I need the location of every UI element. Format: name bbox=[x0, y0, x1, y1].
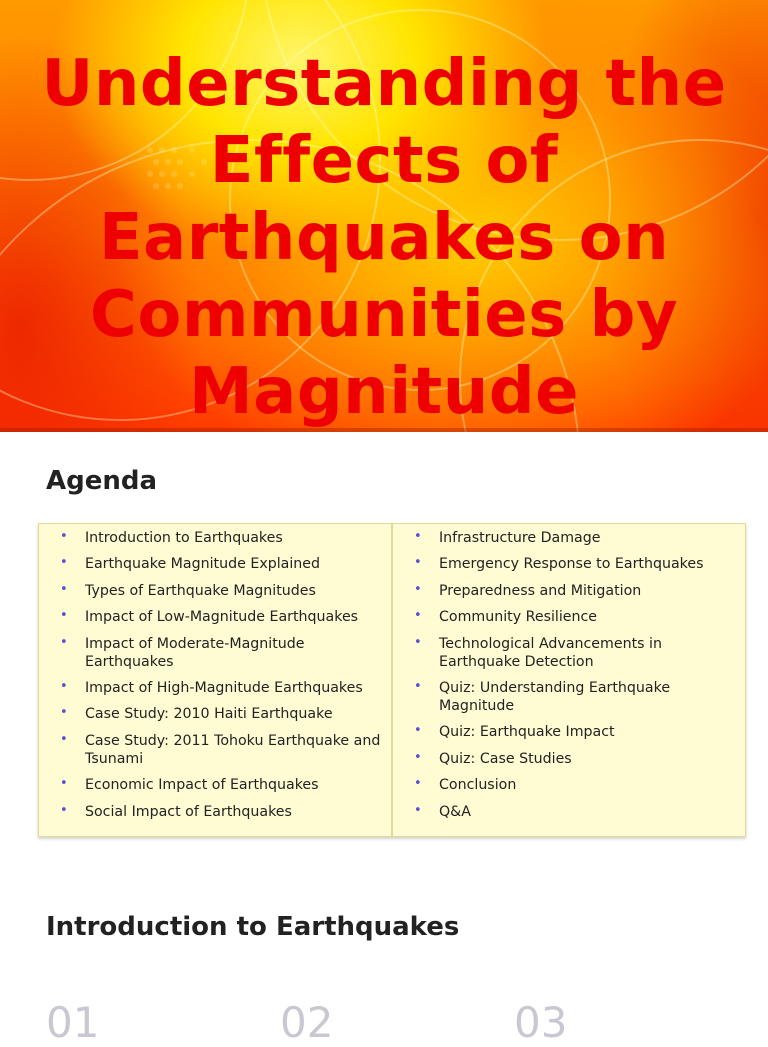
agenda-item: • Impact of Low-Magnitude Earthquakes bbox=[39, 608, 391, 626]
agenda-item: • Emergency Response to Earthquakes bbox=[393, 555, 745, 573]
intro-steps bbox=[46, 998, 746, 1047]
agenda-item: • Earthquake Magnitude Explained bbox=[39, 555, 391, 573]
agenda-heading: Agenda bbox=[46, 466, 158, 496]
agenda-item: • Case Study: 2010 Haiti Earthquake bbox=[39, 705, 391, 723]
agenda-item: • Quiz: Case Studies bbox=[393, 750, 745, 768]
agenda-item: • Technological Advancements in Earthquake Detection bbox=[393, 635, 745, 671]
agenda-column-right bbox=[393, 524, 745, 836]
step-number: 02 bbox=[280, 998, 334, 1047]
intro-heading: Introduction to Earthquakes bbox=[46, 912, 460, 942]
title-slide-banner bbox=[0, 0, 768, 432]
agenda-column-left bbox=[39, 524, 393, 836]
agenda-item: • Impact of Moderate-Magnitude Earthquakes bbox=[39, 635, 391, 671]
agenda-table bbox=[38, 523, 746, 837]
agenda-item: • Case Study: 2011 Tohoku Earthquake and Tsunami bbox=[39, 732, 391, 768]
agenda-list-left bbox=[39, 529, 391, 821]
agenda-list-right bbox=[393, 529, 745, 821]
agenda-item: • Community Resilience bbox=[393, 608, 745, 626]
banner-bottom-edge bbox=[0, 428, 768, 432]
agenda-item: • Quiz: Earthquake Impact bbox=[393, 723, 745, 741]
agenda-item: • Quiz: Understanding Earthquake Magnitude bbox=[393, 679, 745, 715]
agenda-item: • Infrastructure Damage bbox=[393, 529, 745, 547]
agenda-item: • Impact of High-Magnitude Earthquakes bbox=[39, 679, 391, 697]
presentation-title: Understanding the Effects of Earthquakes on Communities by Magnitude bbox=[41, 47, 727, 429]
agenda-item: • Economic Impact of Earthquakes bbox=[39, 776, 391, 794]
agenda-item: • Q&A bbox=[393, 803, 745, 821]
step-number: 01 bbox=[46, 998, 100, 1047]
agenda-item: • Types of Earthquake Magnitudes bbox=[39, 582, 391, 600]
agenda-item: • Introduction to Earthquakes bbox=[39, 529, 391, 547]
agenda-item: • Preparedness and Mitigation bbox=[393, 582, 745, 600]
agenda-item: • Conclusion bbox=[393, 776, 745, 794]
agenda-item: • Social Impact of Earthquakes bbox=[39, 803, 391, 821]
step-number: 03 bbox=[514, 998, 568, 1047]
